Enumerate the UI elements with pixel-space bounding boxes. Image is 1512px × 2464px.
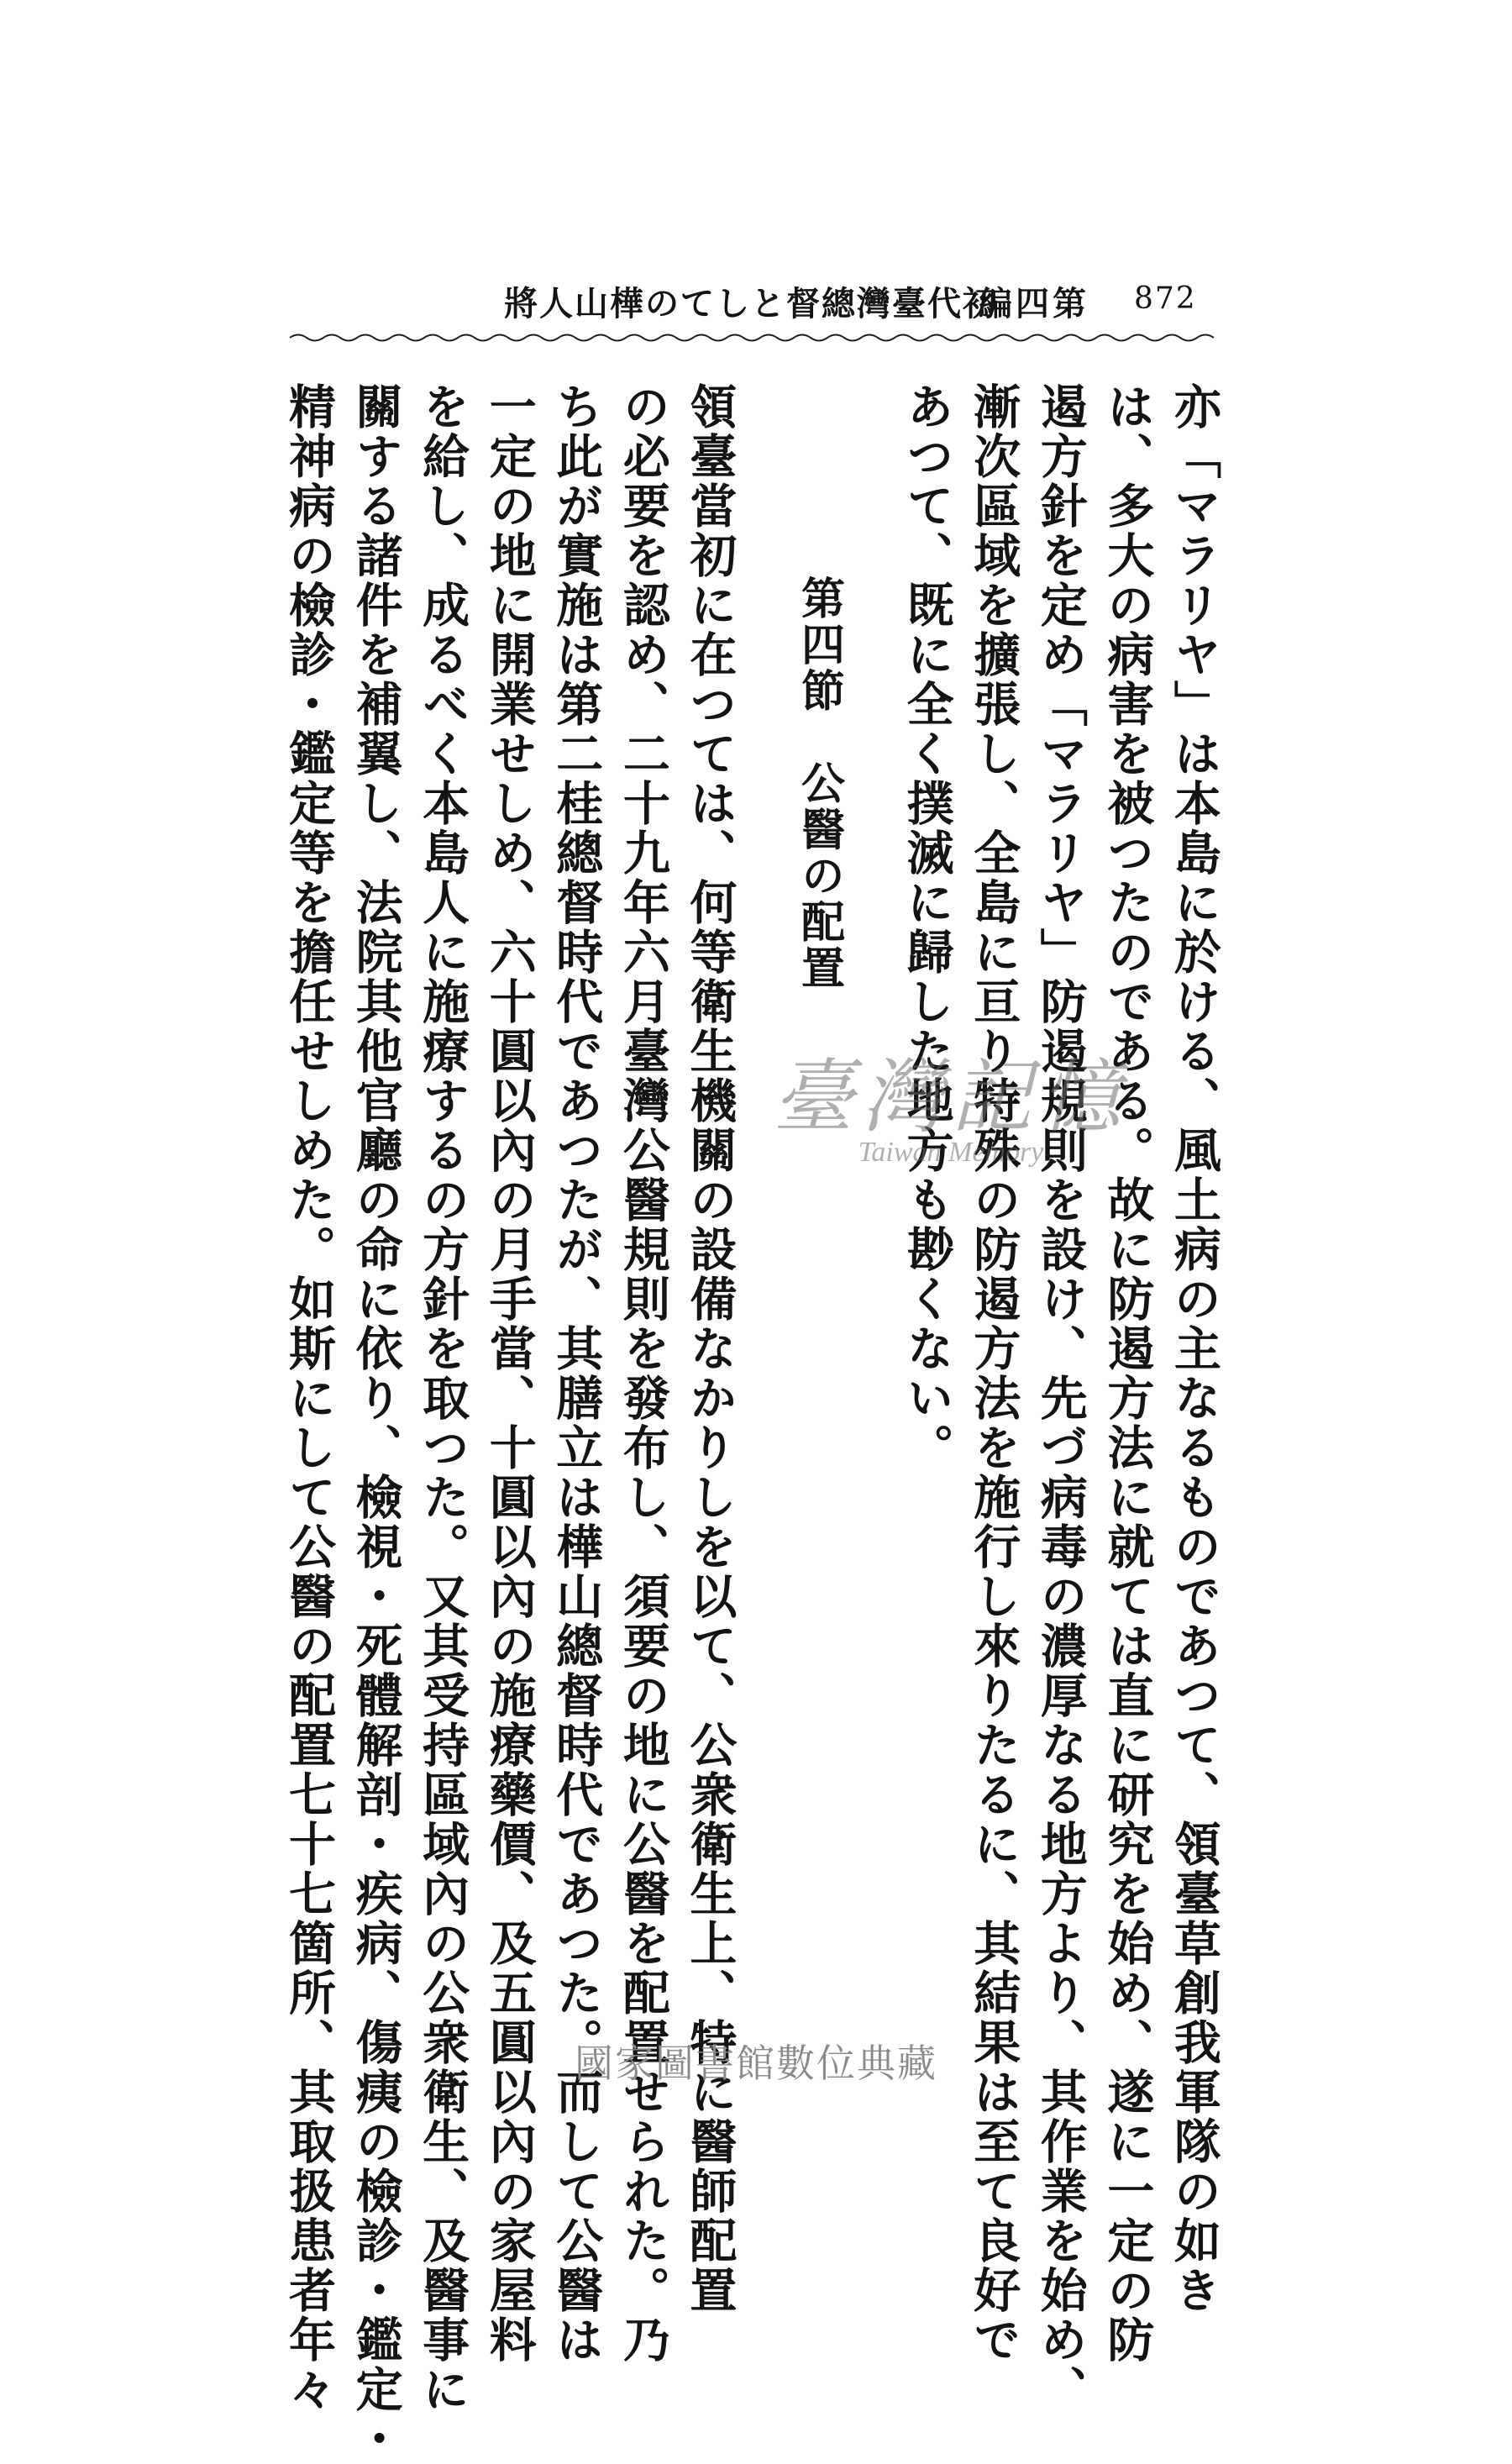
page-number: 872	[1134, 281, 1197, 316]
text-column-10: を給し、成るべく本島人に施療するの方針を取つた。又其受持區域內の公衆衛生、及醫事に	[415, 382, 471, 2414]
text-column-6: 領臺當初に在つては、何等衛生機關の設備なかりしを以て、公衆衛生上、特に醫師配置	[682, 382, 738, 2315]
running-head-section: 第四編	[979, 284, 1089, 323]
column-gap	[753, 382, 777, 1827]
header-rule	[290, 332, 1214, 344]
watermark-sub-text: Taiwan Memory	[858, 1137, 1044, 1168]
collection-footer: 國家圖書館數位典藏	[575, 2041, 937, 2086]
text-column-1: 亦「マラリヤ」は本島に於ける、風土病の主なるものであつて、領臺草創我軍隊の如き	[1166, 382, 1222, 2315]
running-head-title: 初代臺灣總督としての樺山人將	[504, 284, 998, 323]
text-column-3: 遏方針を定め「マラリヤ」防遏規則を設け、先づ病毒の濃厚なる地方より、其作業を始め、	[1032, 382, 1089, 2414]
text-column-7: の必要を認め、二十九年六月臺灣公醫規則を發布し、須要の地に公醫を配置せられた。乃	[615, 382, 671, 2365]
text-column-9: 一定の地に開業せしめ、六十圓以內の月手當、十圓以內の施療藥價、及五圓以內の家屋料	[481, 382, 538, 2365]
text-column-8: ち此が實施は第二桂總督時代であつたが、其膳立は樺山總督時代であつた。而して公醫は	[549, 382, 605, 2365]
watermark-main-text: 臺灣記憶	[773, 1050, 1129, 1144]
column-gap	[860, 382, 884, 1827]
text-column-4: 漸次區域を擴張し、全島に亘り特殊の防遏方法を施行し來りたるに、其結果は至て良好で	[966, 382, 1022, 2365]
section-heading: 第四節 公醫の配置	[793, 575, 845, 991]
text-column-11: 關する諸件を補翼し、法院其他官廳の命に依り、檢視・死體解剖・疾病、傷痍の檢診・鑑定・	[348, 382, 404, 2464]
text-column-12: 精神病の檢診・鑑定等を擔任せしめた。如斯にして公醫の配置七十七箇所、其取扱患者年々	[281, 382, 337, 2414]
text-column-5: あつて、既に全く撲滅に歸した地方も尠くない。	[899, 382, 955, 1473]
text-column-2: は、多大の病害を被つたのである。故に防遏方法に就ては直に研究を始め、遂に一定の防	[1100, 382, 1156, 2365]
